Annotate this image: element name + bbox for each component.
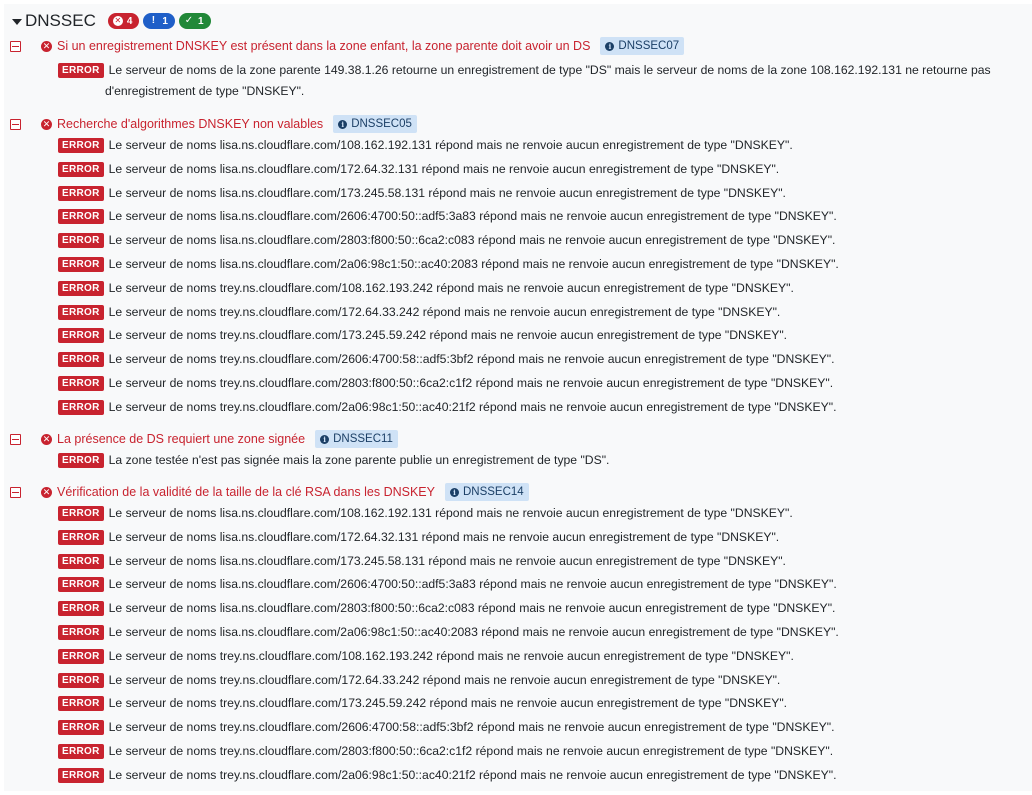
result-message xyxy=(58,673,1032,688)
error-level-badge: ERROR xyxy=(58,138,104,153)
info-icon: i xyxy=(320,435,329,444)
message-text: Le serveur de noms lisa.ns.cloudflare.com/108.162.192.131 répond mais ne renvoie aucun enregistrement de type "DNSKEY". xyxy=(108,506,793,520)
result-message xyxy=(58,506,1032,521)
message-text: Le serveur de noms lisa.ns.cloudflare.com/173.245.58.131 répond mais ne renvoie aucun enregistrement de type "DNSKEY". xyxy=(108,185,786,200)
info-icon: i xyxy=(605,42,614,51)
dnssec-panel xyxy=(4,4,1032,791)
error-icon: ✕ xyxy=(114,16,122,25)
message-text: Le serveur de noms trey.ns.cloudflare.com/2606:4700:58::adf5:3bf2 répond mais ne renvoie aucun enregistrement de type "DNSKEY". xyxy=(108,720,835,735)
error-level-badge: ERROR xyxy=(58,257,104,272)
check-icon: ✓ xyxy=(184,15,194,26)
result-message xyxy=(58,744,1032,759)
error-level-badge: ERROR xyxy=(58,625,104,640)
result-message xyxy=(58,625,1032,640)
module-header[interactable] xyxy=(12,10,215,32)
module-title: DNSSEC xyxy=(25,11,96,30)
message-text: Le serveur de noms lisa.ns.cloudflare.com/2a06:98c1:50::ac40:2083 répond mais ne renvoie aucun enregistrement de type "DNSKEY". xyxy=(108,625,839,639)
message-text: Le serveur de noms trey.ns.cloudflare.com/173.245.59.242 répond mais ne renvoie aucun enregistrement de type "DNSKEY". xyxy=(108,696,788,711)
test-id-tag[interactable] xyxy=(333,115,417,133)
message-text: La zone testée n'est pas signée mais la zone parente publie un enregistrement de type "DS". xyxy=(108,453,610,467)
result-message xyxy=(58,400,1032,415)
message-text: Le serveur de noms trey.ns.cloudflare.com/108.162.193.242 répond mais ne renvoie aucun enregistrement de type "DNSKEY". xyxy=(108,280,794,295)
message-text: Le serveur de noms trey.ns.cloudflare.com/2803:f800:50::6ca2:c1f2 répond mais ne renvoie aucun enregistrement de type "DNSKEY". xyxy=(108,376,834,390)
result-message xyxy=(58,696,1032,711)
result-message xyxy=(58,649,1032,664)
test-id-tag[interactable] xyxy=(315,430,398,448)
message-text: Le serveur de noms trey.ns.cloudflare.com/108.162.193.242 répond mais ne renvoie aucun enregistrement de type "DNSKEY". xyxy=(108,648,794,663)
result-message xyxy=(58,577,1032,592)
error-level-badge: ERROR xyxy=(58,506,104,521)
result-message xyxy=(58,554,1032,569)
error-level-badge: ERROR xyxy=(58,376,104,391)
error-count-badge: ✕ 4 xyxy=(108,13,140,29)
test-title-text: La présence de DS requiert une zone signée xyxy=(57,432,306,446)
test-id-text: DNSSEC11 xyxy=(333,433,393,445)
error-level-badge: ERROR xyxy=(58,233,104,248)
error-level-badge: ERROR xyxy=(58,186,104,201)
test-id-text: DNSSEC05 xyxy=(351,118,412,130)
error-level-badge: ERROR xyxy=(58,400,104,415)
error-level-badge: ERROR xyxy=(58,63,104,78)
info-icon: i xyxy=(338,120,347,129)
message-text: Le serveur de noms trey.ns.cloudflare.com/172.64.33.242 répond mais ne renvoie aucun enregistrement de type "DNSKEY". xyxy=(108,304,781,319)
error-level-badge: ERROR xyxy=(58,305,104,320)
message-text: Le serveur de noms lisa.ns.cloudflare.com/2a06:98c1:50::ac40:2083 répond mais ne renvoie aucun enregistrement de type "DNSKEY". xyxy=(108,257,839,271)
result-message xyxy=(58,768,1032,783)
message-text: Le serveur de noms trey.ns.cloudflare.com/2a06:98c1:50::ac40:21f2 répond mais ne renvoie aucun enregistrement de type "DNSKEY". xyxy=(108,399,837,414)
result-message xyxy=(58,328,1032,343)
message-text: Le serveur de noms trey.ns.cloudflare.com/2803:f800:50::6ca2:c1f2 répond mais ne renvoie aucun enregistrement de type "DNSKEY". xyxy=(108,744,834,758)
test-title-text: Si un enregistrement DNSKEY est présent dans la zone enfant, la zone parente doit avoir un DS xyxy=(57,39,591,53)
message-text: Le serveur de noms lisa.ns.cloudflare.com/172.64.32.131 répond mais ne renvoie aucun enregistrement de type "DNSKEY". xyxy=(108,529,780,544)
error-level-badge: ERROR xyxy=(58,530,104,545)
exclamation-icon: ! xyxy=(151,15,156,26)
message-text: Le serveur de noms lisa.ns.cloudflare.com/2606:4700:50::adf5:3a83 répond mais ne renvoie aucun enregistrement de type "DNSKEY". xyxy=(108,577,837,592)
test-title[interactable] xyxy=(41,114,417,134)
result-message xyxy=(58,138,1032,153)
result-message xyxy=(58,233,1032,248)
message-text: Le serveur de noms lisa.ns.cloudflare.com/173.245.58.131 répond mais ne renvoie aucun enregistrement de type "DNSKEY". xyxy=(108,553,786,568)
test-title[interactable] xyxy=(41,36,684,56)
message-text: Le serveur de noms trey.ns.cloudflare.com/2606:4700:58::adf5:3bf2 répond mais ne renvoie aucun enregistrement de type "DNSKEY". xyxy=(108,352,835,367)
error-circle-icon: ✕ xyxy=(42,433,51,444)
result-message xyxy=(58,281,1032,296)
message-text: Le serveur de noms trey.ns.cloudflare.com/173.245.59.242 répond mais ne renvoie aucun enregistrement de type "DNSKEY". xyxy=(108,328,788,343)
error-level-badge: ERROR xyxy=(58,768,104,783)
result-message xyxy=(58,453,1032,468)
result-message xyxy=(58,530,1032,545)
error-level-badge: ERROR xyxy=(58,209,104,224)
ok-count-badge: ✓ 1 xyxy=(179,13,211,29)
collapse-toggle-icon[interactable] xyxy=(10,487,21,498)
test-id-tag[interactable] xyxy=(600,37,684,55)
info-icon: i xyxy=(450,488,459,497)
test-id-tag[interactable] xyxy=(445,483,529,501)
error-circle-icon: ✕ xyxy=(42,40,51,51)
error-level-badge: ERROR xyxy=(58,577,104,592)
result-message xyxy=(58,257,1032,272)
result-message xyxy=(58,209,1032,224)
error-level-badge: ERROR xyxy=(58,281,104,296)
message-text: Le serveur de noms lisa.ns.cloudflare.com/172.64.32.131 répond mais ne renvoie aucun enregistrement de type "DNSKEY". xyxy=(108,161,780,176)
result-message xyxy=(58,376,1032,391)
result-message xyxy=(58,352,1032,367)
message-text: Le serveur de noms lisa.ns.cloudflare.com/2606:4700:50::adf5:3a83 répond mais ne renvoie aucun enregistrement de type "DNSKEY". xyxy=(108,209,837,224)
test-title[interactable] xyxy=(41,429,398,449)
result-message xyxy=(58,720,1032,735)
error-level-badge: ERROR xyxy=(58,328,104,343)
result-message xyxy=(58,60,1032,102)
error-level-badge: ERROR xyxy=(58,744,104,759)
error-level-badge: ERROR xyxy=(58,162,104,177)
collapse-toggle-icon[interactable] xyxy=(10,119,21,130)
result-message xyxy=(58,162,1032,177)
collapse-toggle-icon[interactable] xyxy=(10,434,21,445)
message-text: Le serveur de noms lisa.ns.cloudflare.com/108.162.192.131 répond mais ne renvoie aucun enregistrement de type "DNSKEY". xyxy=(108,138,793,152)
error-level-badge: ERROR xyxy=(58,720,104,735)
test-title-text: Vérification de la validité de la taille de la clé RSA dans les DNSKEY xyxy=(57,485,435,499)
error-level-badge: ERROR xyxy=(58,601,104,616)
error-level-badge: ERROR xyxy=(58,554,104,569)
result-message xyxy=(58,601,1032,616)
test-title[interactable] xyxy=(41,482,529,502)
test-id-text: DNSSEC07 xyxy=(618,40,680,52)
result-message xyxy=(58,305,1032,320)
collapse-toggle-icon[interactable] xyxy=(10,41,21,52)
error-level-badge: ERROR xyxy=(58,673,104,688)
test-id-text: DNSSEC14 xyxy=(462,486,524,498)
caret-down-icon[interactable] xyxy=(12,19,22,25)
test-title-text: Recherche d'algorithmes DNSKEY non valables xyxy=(57,117,324,131)
error-level-badge: ERROR xyxy=(58,352,104,367)
message-text: Le serveur de noms de la zone parente 149.38.1.26 retourne un enregistrement de type "DS" mais le serveur de noms de la zone 108.162.192.131 ne retourne pas d'enregistrement de type "DNSKEY". xyxy=(105,63,991,98)
result-message xyxy=(58,186,1032,201)
error-level-badge: ERROR xyxy=(58,453,104,468)
error-level-badge: ERROR xyxy=(58,649,104,664)
message-text: Le serveur de noms trey.ns.cloudflare.com/172.64.33.242 répond mais ne renvoie aucun enregistrement de type "DNSKEY". xyxy=(108,672,781,687)
message-text: Le serveur de noms lisa.ns.cloudflare.com/2803:f800:50::6ca2:c083 répond mais ne renvoie aucun enregistrement de type "DNSKEY". xyxy=(108,233,836,248)
error-circle-icon: ✕ xyxy=(42,486,51,497)
error-level-badge: ERROR xyxy=(58,696,104,711)
message-text: Le serveur de noms trey.ns.cloudflare.com/2a06:98c1:50::ac40:21f2 répond mais ne renvoie aucun enregistrement de type "DNSKEY". xyxy=(108,767,837,782)
message-text: Le serveur de noms lisa.ns.cloudflare.com/2803:f800:50::6ca2:c083 répond mais ne renvoie aucun enregistrement de type "DNSKEY". xyxy=(108,601,836,616)
error-circle-icon: ✕ xyxy=(42,118,51,129)
warning-count-badge: ! 1 xyxy=(143,13,175,29)
